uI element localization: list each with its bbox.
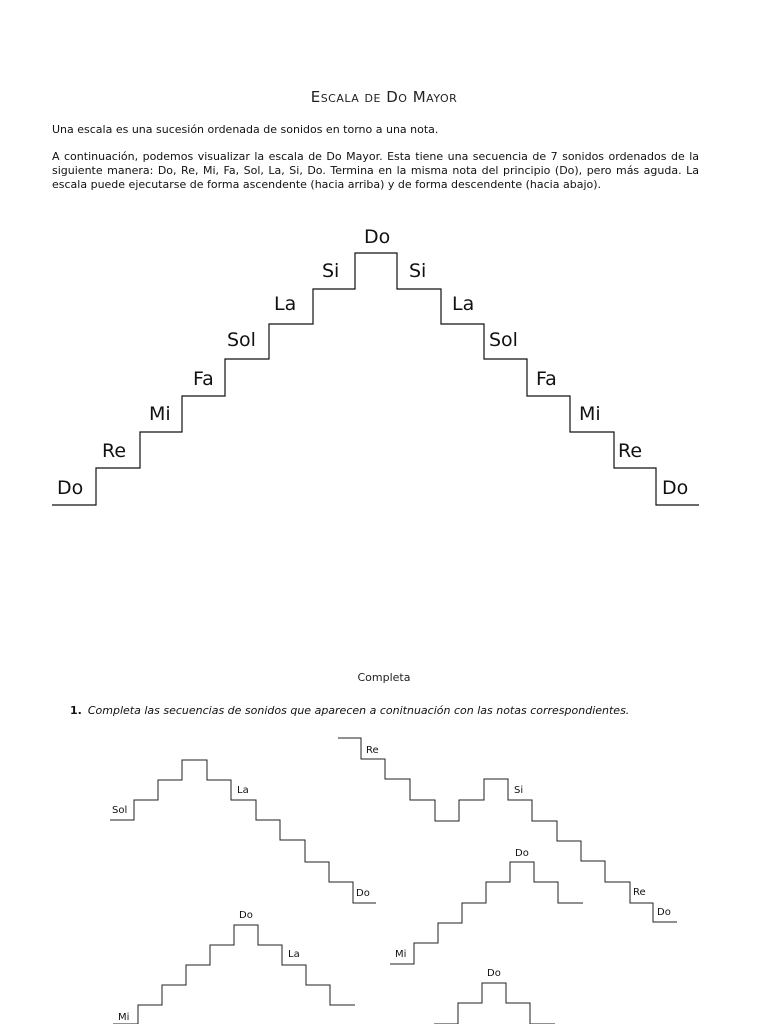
practice-note-label: La <box>237 785 249 796</box>
scale-note-label: Do <box>364 226 391 248</box>
practice-staircase-e <box>434 983 555 1024</box>
practice-staircase-b <box>338 738 677 922</box>
practice-note-label: Do <box>356 888 370 899</box>
scale-note-label: Mi <box>579 403 601 425</box>
intro-paragraph: Una escala es una sucesión ordenada de sonidos en torno a una nota. <box>52 123 439 136</box>
scale-note-label: Mi <box>149 403 171 425</box>
practice-staircase-d <box>113 925 355 1024</box>
exercise-text: Completa las secuencias de sonidos que aparecen a conitnuación con las notas correspondientes. <box>87 704 630 717</box>
scale-note-label: Re <box>102 440 127 462</box>
scale-note-label: Do <box>57 477 84 499</box>
scale-note-label: Si <box>409 260 427 282</box>
scale-note-label: Sol <box>489 329 518 351</box>
main-scale-staircase <box>52 253 699 505</box>
practice-note-label: Do <box>657 907 671 918</box>
practice-note-label: Mi <box>118 1012 130 1023</box>
practice-note-label: La <box>288 949 300 960</box>
practice-note-label: Mi <box>395 949 407 960</box>
page-title: Escala de Do Mayor <box>310 88 458 106</box>
practice-note-label: Do <box>487 968 501 979</box>
scale-note-label: Fa <box>536 368 557 390</box>
scale-note-label: Fa <box>193 368 214 390</box>
description-paragraph: A continuación, podemos visualizar la escala de Do Mayor. Esta tiene una secuencia de 7 sonidos ordenados de la siguiente manera: Do, Re, Mi, Fa, Sol, La, Si, Do. Termina en la misma nota del principio (Do), pero más aguda. La escala puede ejecutarse de forma ascendente (hacia arriba) y de forma descendente (hacia abajo). <box>52 150 699 191</box>
practice-note-label: Do <box>239 910 253 921</box>
scale-note-label: Re <box>618 440 643 462</box>
practice-note-label: Si <box>514 785 524 796</box>
scale-note-label: Sol <box>227 329 256 351</box>
scale-note-label: La <box>452 293 475 315</box>
practice-note-label: Re <box>366 745 379 756</box>
exercise-number: 1. <box>70 704 82 717</box>
practice-staircase-a <box>110 760 376 903</box>
scale-note-label: Do <box>662 477 689 499</box>
exercise-instruction <box>70 704 710 717</box>
practice-note-label: Re <box>633 887 646 898</box>
scale-note-label: Si <box>322 260 340 282</box>
practice-note-label: Do <box>515 848 529 859</box>
practice-staircase-c <box>390 862 583 964</box>
section-heading: Completa <box>357 671 411 684</box>
scale-note-label: La <box>274 293 297 315</box>
practice-note-label: Sol <box>112 805 128 816</box>
